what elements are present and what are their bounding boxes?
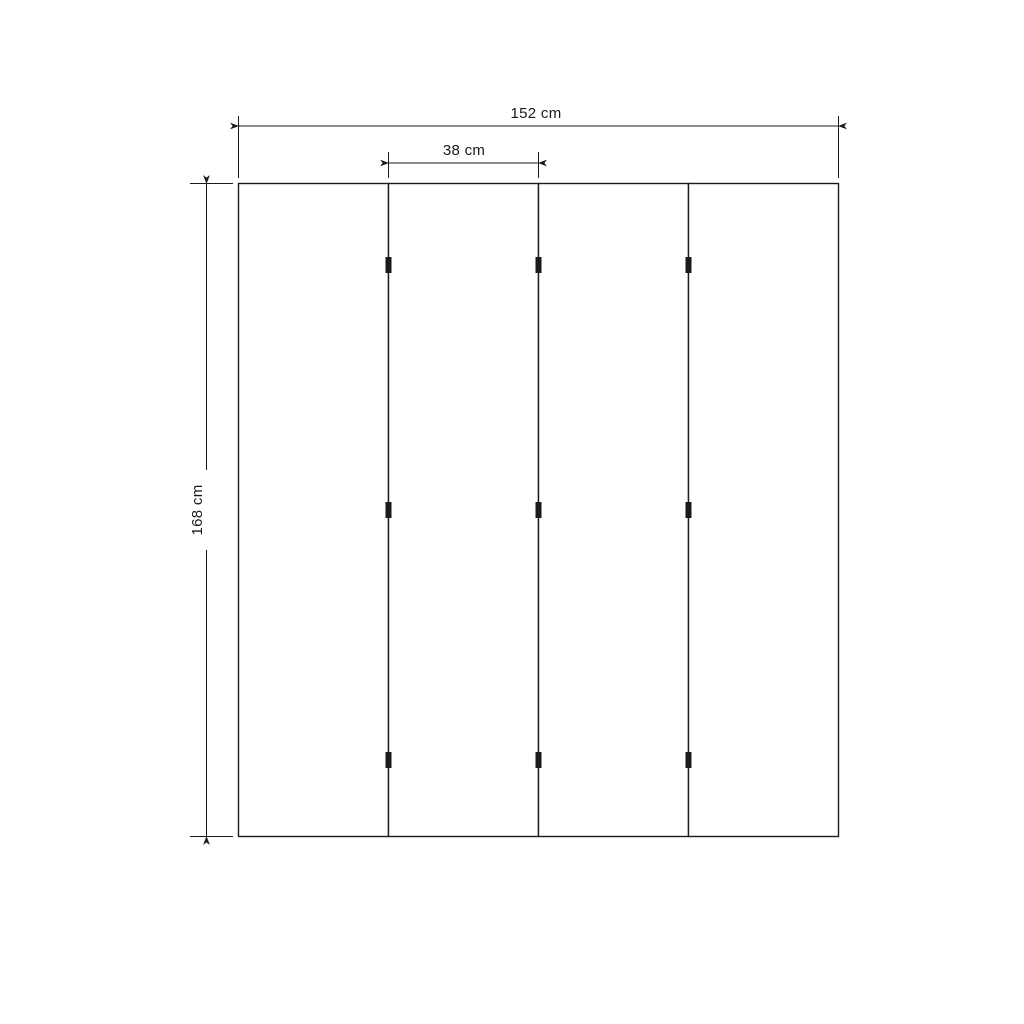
hinge-icon [686, 257, 692, 273]
dimension-height [189, 184, 233, 837]
hinge-icon [386, 257, 392, 273]
hinge-icon [686, 752, 692, 768]
hinge-icon [536, 257, 542, 273]
panel-width-label: 38 cm [442, 142, 486, 159]
dimension-panel-width [389, 139, 539, 178]
hinge-icon [536, 752, 542, 768]
panel-3 [539, 184, 689, 837]
panel-1 [239, 184, 389, 837]
total-width-label: 152 cm [510, 105, 562, 122]
hinge-icon [386, 502, 392, 518]
panel-4 [689, 184, 839, 837]
hinge-icon [386, 752, 392, 768]
hinge-icon [686, 502, 692, 518]
panel-2 [389, 184, 539, 837]
height-label: 168 cm [189, 484, 206, 536]
hinge-icon [536, 502, 542, 518]
